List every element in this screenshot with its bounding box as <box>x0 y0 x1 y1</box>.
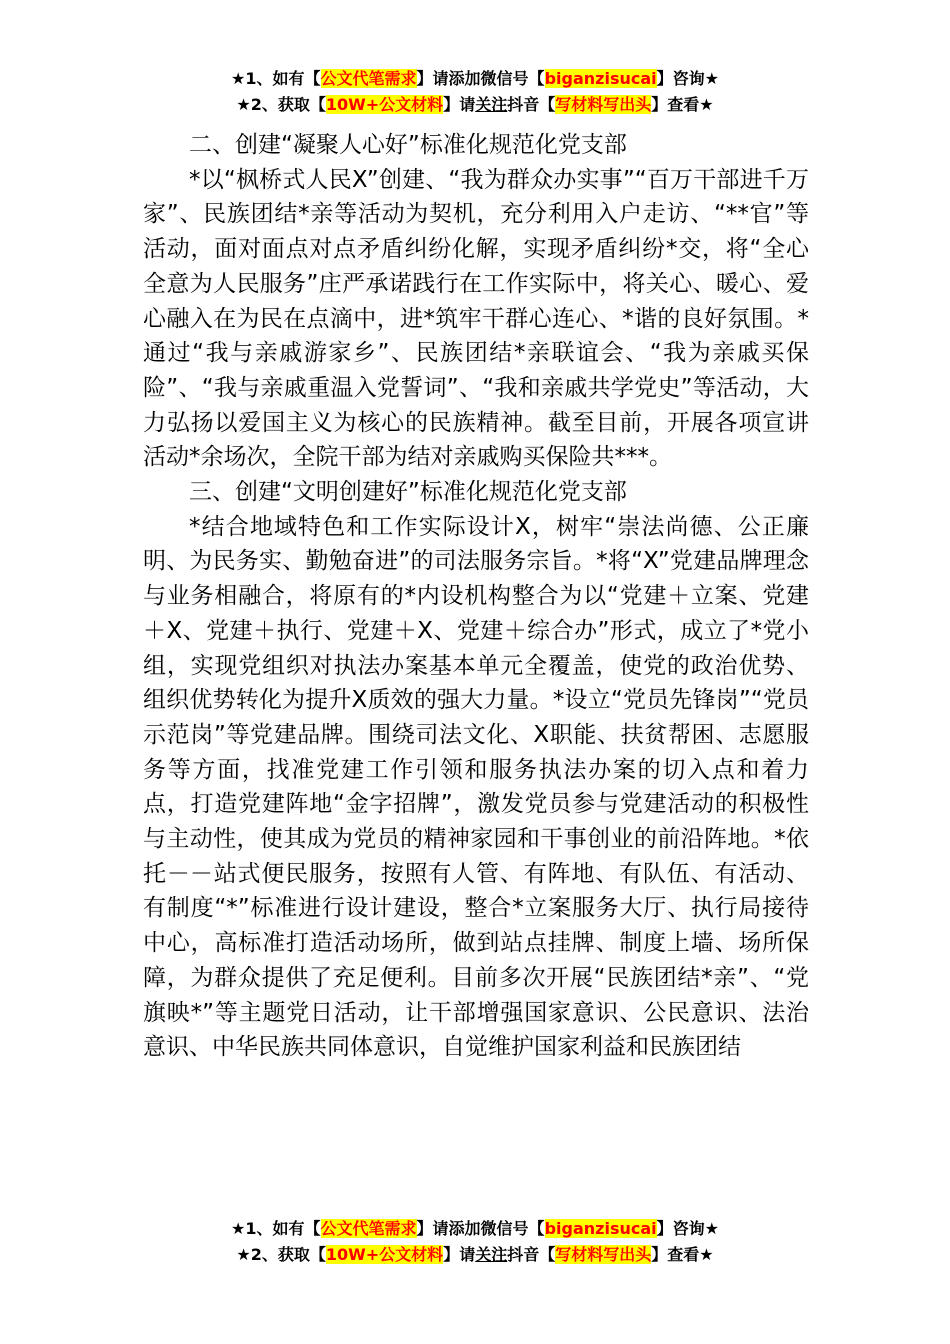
banner-text: ★1、如有【 <box>231 69 321 88</box>
banner-highlight: 10W+公文材料 <box>325 95 444 114</box>
banner-text: 】查看★ <box>651 1245 714 1264</box>
section-heading-3: 三、创建“文明创建好”标准化规范化党支部 <box>189 479 627 506</box>
banner-highlight: 10W+公文材料 <box>325 1245 444 1264</box>
header-banner <box>0 66 950 118</box>
section-paragraph-2: *以“枫桥式人民X”创建、“我为群众办实事”“百万干部进千万家”、民族团结*亲等活动为契机，充分利用入户走访、“**官”等活动，面对面点对点矛盾纠纷化解，实现矛盾纠纷*交，将“全心全意为人民服务”庄严承诺践行在工作实际中，将关心、暖心、爱心融入在为民在点滴中，进*筑牢干群心连心、*谐的良好氛围。*通过“我与亲戚游家乡”、民族团结*亲联谊会、“我为亲戚买保险”、“我与亲戚重温入党誓词”、“我和亲戚共学党史”等活动，大力弘扬以爱国主义为核心的民族精神。截至目前，开展各项宣讲活动*余场次，全院干部为结对亲戚购买保险共***。 <box>143 166 809 471</box>
banner-text: 添加 <box>448 69 481 88</box>
banner-highlight: biganzisucai <box>544 69 657 88</box>
banner-text: 】请 <box>443 95 476 114</box>
banner-text: 关注 <box>475 95 508 114</box>
banner-text: 微信号【 <box>480 69 545 88</box>
banner-text: 关注 <box>475 1245 508 1264</box>
banner-line-1 <box>0 66 950 92</box>
banner-text: 】咨询★ <box>656 69 719 88</box>
banner-highlight: 公文代笔需求 <box>320 69 417 88</box>
banner-text: ★1、如有【 <box>231 1219 321 1238</box>
section-paragraph-3: *结合地域特色和工作实际设计X，树牢“崇法尚德、公正廉明、为民务实、勤勉奋进”的司法服务宗旨。*将“X”党建品牌理念与业务相融合，将原有的*内设机构整合为以“党建＋立案、党建＋X、党建＋执行、党建＋X、党建＋综合办”形式，成立了*党小组，实现党组织对执法办案基本单元全覆盖，使党的政治优势、组织优势转化为提升X质效的强大力量。*设立“党员先锋岗”“党员示范岗”等党建品牌。围绕司法文化、X职能、扶贫帮困、志愿服务等方面，找准党建工作引领和服务执法办案的切入点和着力点，打造党建阵地“金字招牌”，激发党员参与党建活动的积极性与主动性，使其成为党员的精神家园和干事创业的前沿阵地。*依托－－站式便民服务，按照有人管、有阵地、有队伍、有活动、有制度“*”标准进行设计建设，整合*立案服务大厅、执行局接待中心，高标准打造活动场所，做到站点挂牌、制度上墙、场所保障，为群众提供了充足便利。目前多次开展“民族团结*亲”、“党旗映*”等主题党日活动，让干部增强国家意识、公民意识、法治意识、中华民族共同体意识，自觉维护国家利益和民族团结 <box>143 513 809 1061</box>
banner-line-2 <box>0 1242 950 1268</box>
banner-text: 】查看★ <box>651 95 714 114</box>
banner-highlight: 公文代笔需求 <box>320 1219 417 1238</box>
banner-text: 】请 <box>416 1219 449 1238</box>
banner-text: 添加 <box>448 1219 481 1238</box>
banner-text: 抖音【 <box>507 1245 556 1264</box>
banner-text: ★2、获取【 <box>236 1245 326 1264</box>
banner-text: 】请 <box>443 1245 476 1264</box>
banner-text: 】请 <box>416 69 449 88</box>
banner-highlight: 写材料写出头 <box>555 95 652 114</box>
document-body <box>143 128 809 1065</box>
section-heading-2: 二、创建“凝聚人心好”标准化规范化党支部 <box>189 132 627 158</box>
banner-text: ★2、获取【 <box>236 95 326 114</box>
footer-banner <box>0 1216 950 1268</box>
banner-line-1 <box>0 1216 950 1242</box>
banner-text: 】咨询★ <box>656 1219 719 1238</box>
banner-text: 微信号【 <box>480 1219 545 1238</box>
banner-text: 抖音【 <box>507 95 556 114</box>
banner-highlight: biganzisucai <box>544 1219 657 1238</box>
banner-line-2 <box>0 92 950 118</box>
banner-highlight: 写材料写出头 <box>555 1245 652 1264</box>
